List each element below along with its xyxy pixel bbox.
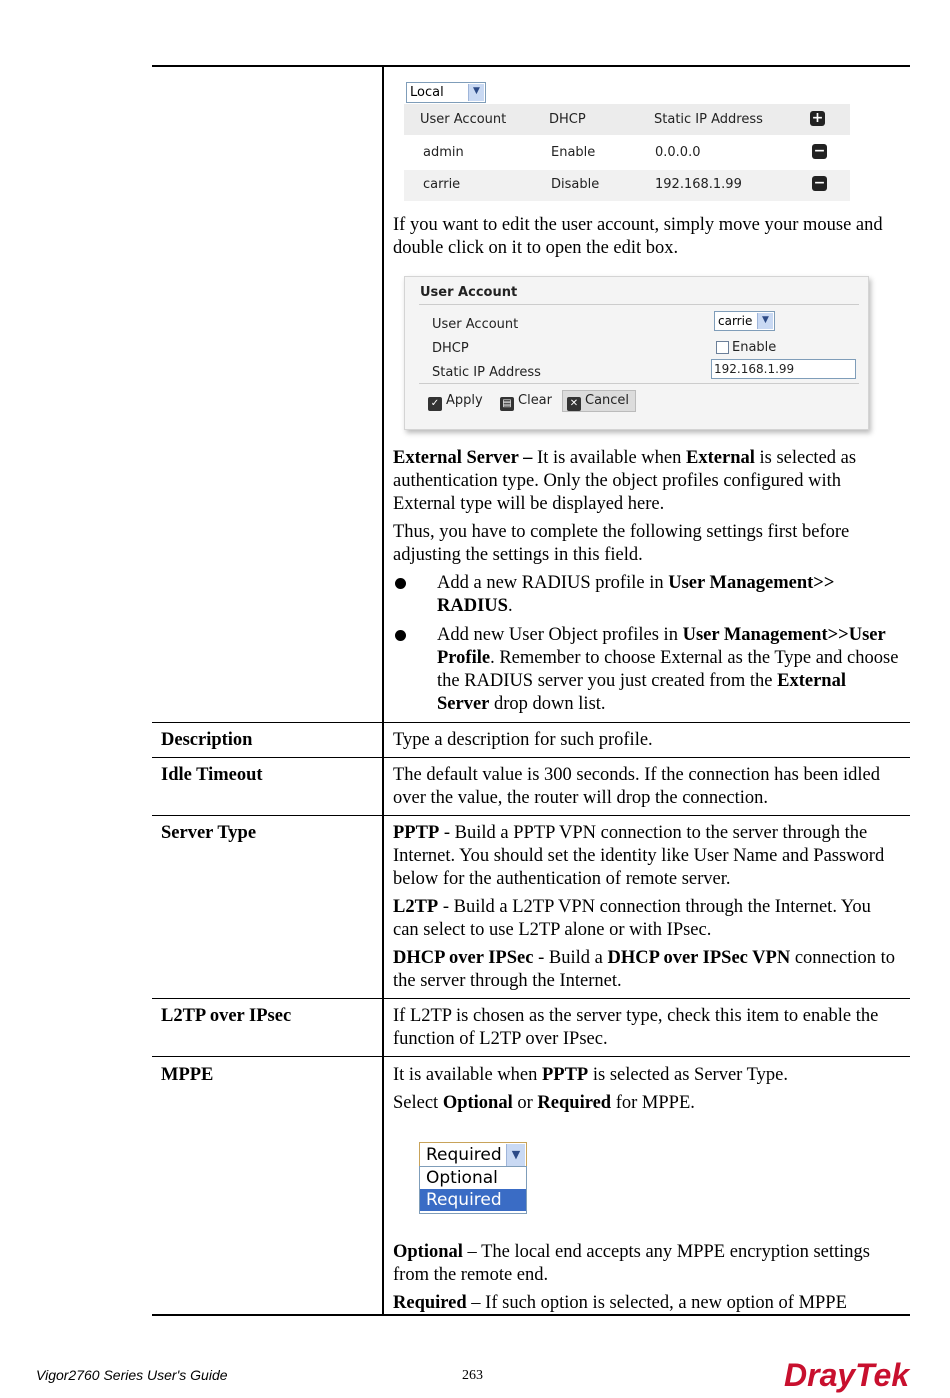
- server-type-description: [393, 822, 899, 998]
- text: - Build a PPTP VPN connection to the server through the Internet. You should set the identity like User Name and Password below for the authentication of remote server.: [393, 823, 885, 889]
- term: User Management>> RADIUS: [437, 573, 835, 616]
- mppe-select[interactable]: [419, 1142, 527, 1168]
- row-label: L2TP over IPsec: [161, 1006, 292, 1026]
- field-label: Static IP Address: [432, 365, 541, 380]
- term: Required: [537, 1093, 612, 1113]
- text: It is available when: [393, 1065, 542, 1085]
- term: Optional: [393, 1242, 463, 1262]
- remove-icon[interactable]: −: [813, 175, 826, 191]
- field-label: User Account: [432, 317, 519, 332]
- chevron-down-icon: ▼: [506, 1144, 525, 1166]
- table-cell[interactable]: admin: [423, 145, 464, 160]
- draytek-logo: [784, 1357, 909, 1394]
- option-required[interactable]: Required: [420, 1189, 526, 1211]
- text: – The local end accepts any MPPE encryption settings from the remote end.: [393, 1242, 871, 1285]
- bullet-icon: [395, 578, 406, 589]
- text: Select: [393, 1093, 443, 1113]
- text: It is available when: [532, 448, 687, 468]
- row-divider: [152, 722, 910, 723]
- cancel-button[interactable]: [562, 390, 636, 412]
- table-cell: Enable: [551, 145, 596, 160]
- check-icon: ✓: [428, 397, 442, 411]
- prerequisite-paragraph: Thus, you have to complete the following settings first before adjusting the settings in this field.: [393, 522, 850, 565]
- row-label: Idle Timeout: [161, 765, 263, 785]
- select-value: Required: [426, 1145, 502, 1165]
- table-row[interactable]: [404, 170, 850, 201]
- term: External Server –: [393, 448, 533, 468]
- close-icon: ✕: [567, 397, 581, 411]
- field-label: DHCP: [432, 341, 469, 356]
- text: Add a new RADIUS profile in: [437, 573, 669, 593]
- prerequisite-list: [393, 572, 899, 716]
- row-text: Type a description for such profile.: [393, 730, 653, 750]
- option-optional[interactable]: Optional: [426, 1168, 498, 1188]
- row-text: If L2TP is chosen as the server type, check this item to enable the function of L2TP over IPsec.: [393, 1006, 879, 1049]
- logo-text: Dray: [784, 1357, 856, 1393]
- mppe-select-instruction: [393, 1092, 899, 1115]
- term: PPTP: [541, 1065, 589, 1085]
- column-header: DHCP: [549, 112, 586, 127]
- list-item: [393, 572, 899, 618]
- text: is selected as authentication type. Only the object profiles configured with External type will be displayed here.: [393, 448, 857, 514]
- text: - Build a L2TP VPN connection through the Internet. You can select to use L2TP alone or with IPsec.: [393, 897, 871, 940]
- dhcp-ipsec-paragraph: [393, 947, 899, 993]
- row-divider: [152, 998, 910, 999]
- trash-icon: ▤: [500, 397, 514, 411]
- user-account-list-screenshot: [402, 76, 852, 204]
- term: Optional: [442, 1093, 513, 1113]
- text: connection to the server through the Internet.: [393, 948, 896, 991]
- table-cell: Disable: [551, 177, 600, 192]
- row-divider: [152, 1056, 910, 1057]
- bullet-icon: [395, 630, 406, 641]
- text: . Remember to choose External as the Type and choose the RADIUS server you just created from the: [437, 648, 899, 691]
- external-server-paragraph: [393, 447, 899, 516]
- select-value: carrie: [718, 314, 753, 328]
- term: External Server: [437, 671, 846, 714]
- column-header: Static IP Address: [654, 112, 763, 127]
- mppe-dropdown-screenshot: [418, 1138, 528, 1228]
- term: External: [686, 448, 755, 468]
- button-label: Clear: [518, 393, 552, 408]
- dialog-divider: [419, 304, 859, 305]
- text: - Build a: [533, 948, 608, 968]
- mppe-availability: [393, 1064, 899, 1087]
- row-label: MPPE: [161, 1065, 214, 1085]
- row-label: Description: [161, 730, 253, 750]
- checkbox-label: Enable: [732, 340, 777, 355]
- text: is selected as Server Type.: [588, 1065, 788, 1085]
- optional-paragraph: [393, 1241, 899, 1287]
- table-column-divider: [382, 66, 384, 1316]
- table-cell[interactable]: carrie: [423, 177, 461, 192]
- l2tp-paragraph: [393, 896, 899, 942]
- text: drop down list.: [489, 694, 606, 714]
- term: PPTP: [393, 823, 440, 843]
- term: L2TP: [393, 897, 439, 917]
- mppe-options-description: [393, 1241, 899, 1320]
- logo-text: Tek: [855, 1357, 910, 1393]
- pptp-paragraph: [393, 822, 899, 891]
- page-number: 263: [462, 1368, 483, 1383]
- required-paragraph: [393, 1292, 899, 1315]
- term: DHCP over IPSec VPN: [607, 948, 791, 968]
- footer-guide-title: Vigor2760 Series User's Guide: [36, 1367, 228, 1383]
- remove-icon[interactable]: −: [813, 143, 826, 159]
- button-bar-divider: [419, 383, 859, 384]
- row-divider: [152, 757, 910, 758]
- dialog-title: User Account: [420, 285, 518, 300]
- row-divider: [152, 815, 910, 816]
- dhcp-enable-checkbox[interactable]: [716, 341, 729, 354]
- text: for MPPE.: [611, 1093, 695, 1113]
- table-cell: 192.168.1.99: [655, 177, 742, 192]
- text: or: [512, 1093, 538, 1113]
- static-ip-input[interactable]: 192.168.1.99: [711, 359, 856, 379]
- edit-instructions: [393, 214, 899, 265]
- user-account-select[interactable]: [714, 311, 775, 331]
- button-label: Cancel: [585, 393, 630, 408]
- column-header: User Account: [420, 112, 507, 127]
- apply-button[interactable]: [428, 391, 483, 411]
- select-value: Local: [410, 85, 444, 100]
- edit-instructions-text: If you want to edit the user account, simply move your mouse and double click on it to open the edit box.: [393, 215, 883, 258]
- account-source-select[interactable]: [406, 82, 486, 103]
- text: – If such option is selected, a new option of MPPE: [466, 1293, 847, 1313]
- mppe-description: [393, 1064, 899, 1120]
- text: .: [507, 596, 513, 616]
- table-cell: 0.0.0.0: [655, 145, 701, 160]
- term: User Management>>User Profile: [437, 625, 886, 668]
- table-top-rule: [152, 65, 910, 67]
- add-icon[interactable]: +: [811, 110, 824, 126]
- external-server-section: [393, 447, 899, 722]
- user-account-edit-screenshot: [404, 276, 869, 430]
- term: DHCP over IPSec: [393, 948, 534, 968]
- mppe-options-list: [419, 1166, 527, 1214]
- row-label: Server Type: [161, 823, 257, 843]
- clear-button[interactable]: [500, 391, 552, 411]
- row-text: The default value is 300 seconds. If the connection has been idled over the value, the router will drop the connection.: [393, 765, 881, 808]
- text: Add new User Object profiles in: [437, 625, 683, 645]
- chevron-down-icon: ▼: [468, 84, 484, 101]
- chevron-down-icon: ▼: [757, 313, 773, 329]
- button-label: Apply: [446, 393, 483, 408]
- list-item: [393, 624, 899, 716]
- term: Required: [393, 1293, 467, 1313]
